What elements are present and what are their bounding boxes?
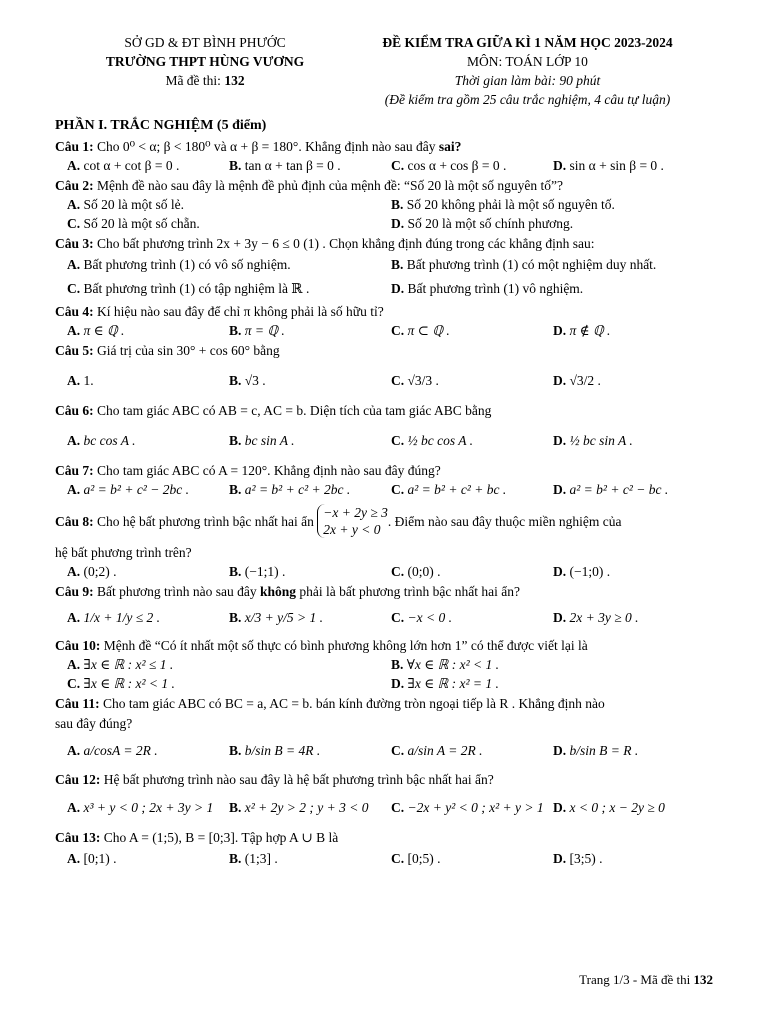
option-d[interactable]: D. a² = b² + c² − bc . <box>553 482 669 497</box>
option-d[interactable]: D. √3/2 . <box>553 372 601 388</box>
option-b[interactable]: B. √3 . <box>229 372 266 388</box>
question-11-continued: sau đây đúng? <box>55 716 133 731</box>
option-a[interactable]: A. Bất phương trình (1) có vô số nghiệm. <box>67 257 291 272</box>
option-c[interactable]: C. ½ bc cos A . <box>391 432 473 448</box>
school-name: TRƯỜNG THPT HÙNG VƯƠNG <box>105 54 305 69</box>
exam-composition: (Đề kiểm tra gồm 25 câu trắc nghiệm, 4 câu tự luận) <box>384 92 671 107</box>
exam-duration: Thời gian làm bài: 90 phút <box>454 73 601 88</box>
option-d[interactable]: D. Số 20 là một số chính phương. <box>391 216 574 231</box>
option-c[interactable]: C. (0;0) . <box>391 564 441 579</box>
option-a[interactable]: A. 1. <box>67 372 94 388</box>
exam-code: Mã đề thi: 132 <box>165 73 245 88</box>
question-8-options <box>55 562 720 581</box>
option-b[interactable]: B. b/sin B = 4R . <box>229 743 321 758</box>
exam-title: ĐỀ KIỂM TRA GIỮA KÌ 1 NĂM HỌC 2023-2024 <box>382 35 673 50</box>
inequality-system: −x + 2y ≥ 3 2x + y < 0 <box>317 504 388 538</box>
question-5-options <box>55 360 720 400</box>
question-10-options <box>55 655 720 693</box>
option-c[interactable]: C. a/sin A = 2R . <box>391 743 483 758</box>
option-b[interactable]: B. x² + 2y > 2 ; y + 3 < 0 <box>229 800 369 815</box>
option-d[interactable]: D. b/sin B = R . <box>553 743 639 758</box>
option-c[interactable]: C. cos α + cos β = 0 . <box>391 158 507 173</box>
question-3-options <box>55 253 720 301</box>
option-a[interactable]: A. bc cos A . <box>67 432 136 448</box>
option-d[interactable]: D. Bất phương trình (1) vô nghiệm. <box>391 281 584 296</box>
question-1-options <box>55 156 720 175</box>
question-9-options <box>55 601 720 635</box>
option-d[interactable]: D. (−1;0) . <box>553 564 611 579</box>
question-6: Câu 6: Cho tam giác ABC có AB = c, AC = b. Diện tích của tam giác ABC bằng <box>55 403 492 418</box>
section-title: PHẦN I. TRẮC NGHIỆM (5 điểm) <box>55 118 267 133</box>
option-c[interactable]: C. a² = b² + c² + bc . <box>391 482 507 497</box>
option-b[interactable]: B. x/3 + y/5 > 1 . <box>229 610 323 625</box>
option-a[interactable]: A. x³ + y < 0 ; 2x + 3y > 1 <box>67 800 214 815</box>
option-a[interactable]: A. Số 20 là một số lẻ. <box>67 197 184 212</box>
question-12-options <box>55 789 720 827</box>
question-9: Câu 9: Bất phương trình nào sau đây không phải là bất phương trình bậc nhất hai ẩn? <box>55 584 520 599</box>
option-d[interactable]: D. 2x + 3y ≥ 0 . <box>553 610 639 625</box>
option-b[interactable]: B. bc sin A . <box>229 432 295 448</box>
question-6-options <box>55 420 720 460</box>
option-b[interactable]: B. π = ℚ . <box>229 323 285 338</box>
option-c[interactable]: C. [0;5) . <box>391 851 441 866</box>
question-5: Câu 5: Giá trị của sin 30° + cos 60° bằng <box>55 343 280 358</box>
option-b[interactable]: B. ∀x ∈ ℝ : x² < 1 . <box>391 657 499 672</box>
option-c[interactable]: C. √3/3 . <box>391 372 439 388</box>
question-8-continued: hệ bất phương trình trên? <box>55 545 192 560</box>
option-d[interactable]: D. [3;5) . <box>553 851 603 866</box>
question-13: Câu 13: Cho A = (1;5), B = [0;3]. Tập hợp A ∪ B là <box>55 830 339 845</box>
question-4-options <box>55 321 720 340</box>
question-3: Câu 3: Cho bất phương trình 2x + 3y − 6 ≤ 0 (1) . Chọn khẳng định đúng trong các khẳng định sau: <box>55 236 595 251</box>
option-c[interactable]: C. π ⊂ ℚ . <box>391 323 450 338</box>
department-name: SỞ GD & ĐT BÌNH PHƯỚC <box>124 35 286 50</box>
option-c[interactable]: C. Bất phương trình (1) có tập nghiệm là ℝ . <box>67 281 310 296</box>
option-a[interactable]: A. cot α + cot β = 0 . <box>67 158 180 173</box>
header-left <box>70 33 340 90</box>
option-c[interactable]: C. −x < 0 . <box>391 610 452 625</box>
option-d[interactable]: D. π ∉ ℚ . <box>553 323 611 338</box>
question-1: Câu 1: Cho 0⁰ < α; β < 180⁰ và α + β = 180°. Khẳng định nào sau đây sai? <box>55 139 462 154</box>
option-a[interactable]: A. (0;2) . <box>67 564 117 579</box>
page-footer: Trang 1/3 - Mã đề thi 132 <box>579 972 713 987</box>
question-8: Câu 8: Cho hệ bất phương trình bậc nhất hai ẩn −x + 2y ≥ 3 2x + y < 0 . Điểm nào sau đây thuộc miền nghiệm của <box>55 505 622 537</box>
option-c[interactable]: C. −2x + y² < 0 ; x² + y > 1 <box>391 800 544 815</box>
option-b[interactable]: B. Bất phương trình (1) có một nghiệm duy nhất. <box>391 257 657 272</box>
option-c[interactable]: C. ∃x ∈ ℝ : x² < 1 . <box>67 676 175 691</box>
question-11: Câu 11: Cho tam giác ABC có BC = a, AC = b. bán kính đường tròn ngoại tiếp là R . Khẳng định nào <box>55 696 605 711</box>
question-2-options <box>55 195 720 233</box>
question-7-options <box>55 480 720 499</box>
option-a[interactable]: A. π ∈ ℚ . <box>67 323 125 338</box>
option-d[interactable]: D. ∃x ∈ ℝ : x² = 1 . <box>391 676 499 691</box>
subject: MÔN: TOÁN LỚP 10 <box>467 54 588 69</box>
question-4: Câu 4: Kí hiệu nào sau đây để chỉ π không phải là số hữu tỉ? <box>55 304 384 319</box>
question-12: Câu 12: Hệ bất phương trình nào sau đây là hệ bất phương trình bậc nhất hai ẩn? <box>55 772 494 787</box>
question-2: Câu 2: Mệnh đề nào sau đây là mệnh đề phủ định của mệnh đề: “Số 20 là một số nguyên tố”? <box>55 178 564 193</box>
question-10: Câu 10: Mệnh đề “Có ít nhất một số thực có bình phương không lớn hơn 1” có thể được viết lại là <box>55 638 588 653</box>
option-b[interactable]: B. Số 20 không phải là một số nguyên tố. <box>391 197 615 212</box>
option-a[interactable]: A. a² = b² + c² − 2bc . <box>67 482 189 497</box>
option-d[interactable]: D. sin α + sin β = 0 . <box>553 158 664 173</box>
header-right <box>335 33 720 109</box>
option-d[interactable]: D. ½ bc sin A . <box>553 432 633 448</box>
question-11-options <box>55 733 720 769</box>
option-a[interactable]: A. ∃x ∈ ℝ : x² ≤ 1 . <box>67 657 174 672</box>
option-d[interactable]: D. x < 0 ; x − 2y ≥ 0 <box>553 800 665 815</box>
option-b[interactable]: B. (−1;1) . <box>229 564 286 579</box>
option-a[interactable]: A. a/cosA = 2R . <box>67 743 158 758</box>
option-a[interactable]: A. 1/x + 1/y ≤ 2 . <box>67 610 161 625</box>
option-c[interactable]: C. Số 20 là một số chẵn. <box>67 216 200 231</box>
exam-content <box>55 118 720 871</box>
option-b[interactable]: B. a² = b² + c² + 2bc . <box>229 482 351 497</box>
option-a[interactable]: A. [0;1) . <box>67 851 117 866</box>
option-b[interactable]: B. (1;3] . <box>229 851 278 866</box>
question-7: Câu 7: Cho tam giác ABC có A = 120°. Khẳng định nào sau đây đúng? <box>55 463 441 478</box>
option-b[interactable]: B. tan α + tan β = 0 . <box>229 158 341 173</box>
question-13-options <box>55 847 720 871</box>
